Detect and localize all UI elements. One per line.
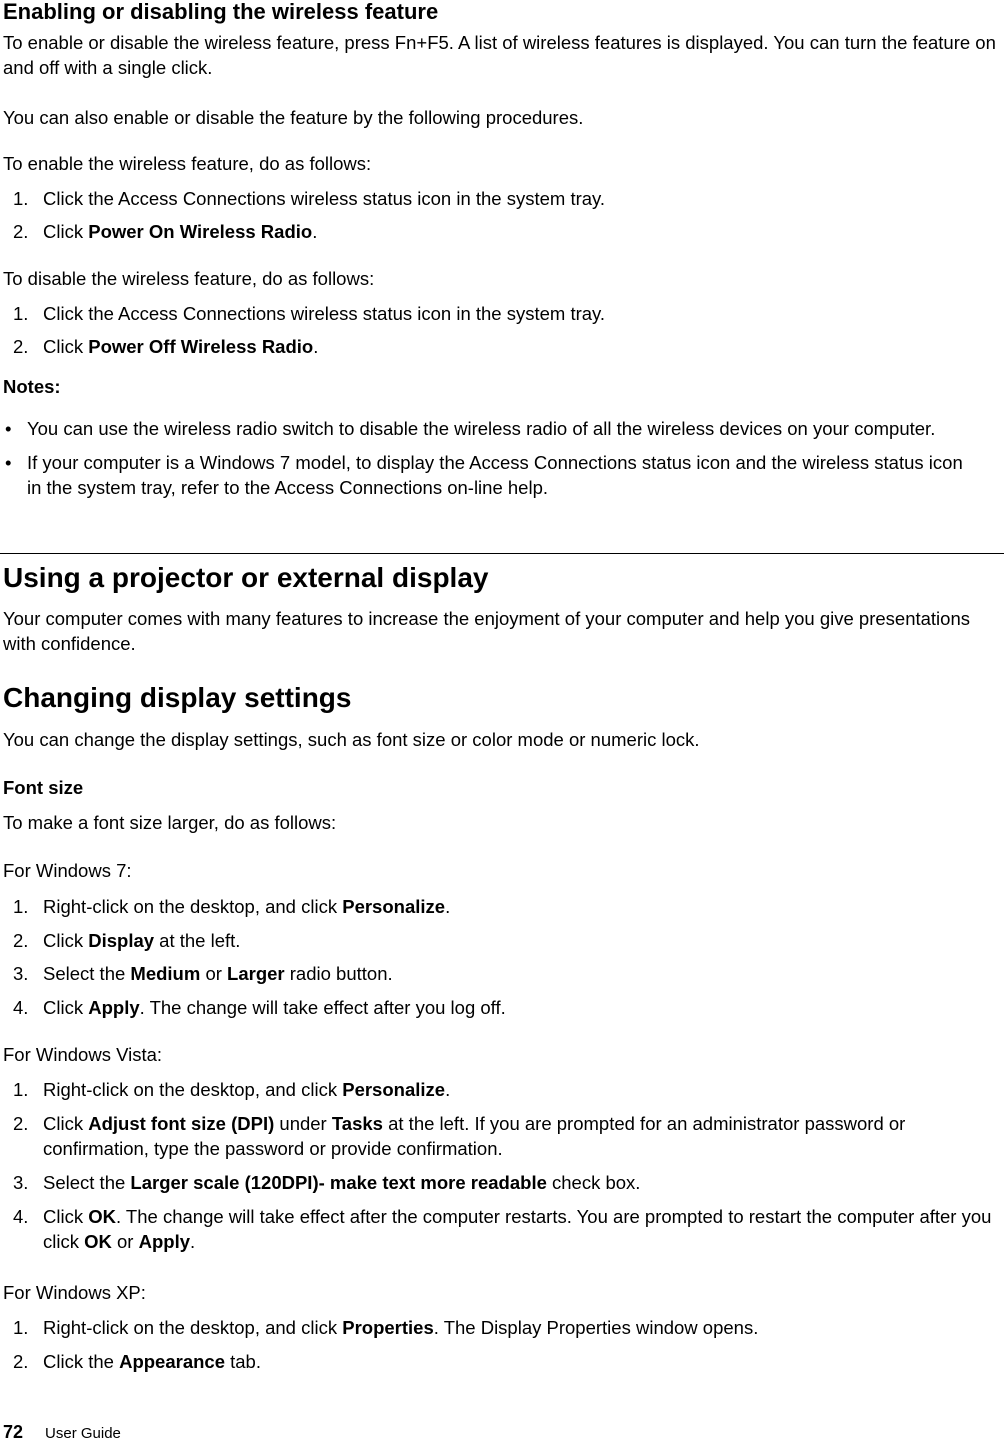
wireless-heading: Enabling or disabling the wireless feature: [3, 0, 439, 24]
wireless-also: You can also enable or disable the feature by the following procedures.: [3, 107, 584, 128]
list-item: • If your computer is a Windows 7 model, to display the Access Connections status icon and the wireless status icon in the system tray, refer to the Access Connections on-line help.: [5, 452, 963, 498]
footer-title: User Guide: [45, 1425, 121, 1442]
enable-steps: [3, 186, 998, 244]
display-heading: Changing display settings: [3, 682, 352, 713]
list-item: 2. Click the Appearance tab.: [13, 1351, 261, 1372]
list-item: 1. Right-click on the desktop, and click Personalize.: [13, 896, 451, 917]
list-item: 2. Click Power Off Wireless Radio.: [13, 336, 319, 357]
disable-steps: [3, 301, 998, 359]
list-item: 3. Select the Larger scale (120DPI)- make text more readable check box.: [13, 1172, 641, 1193]
enable-intro: To enable the wireless feature, do as follows:: [3, 153, 372, 174]
vista-steps: [3, 1077, 998, 1254]
win7-steps: [3, 894, 998, 1020]
xp-label: For Windows XP:: [3, 1282, 146, 1303]
win7-label: For Windows 7:: [3, 860, 132, 881]
section-divider: [0, 553, 1004, 554]
list-item: 1. Right-click on the desktop, and click Properties. The Display Properties window opens.: [13, 1317, 759, 1338]
font-size-heading: Font size: [3, 777, 84, 798]
list-item: • You can use the wireless radio switch to disable the wireless radio of all the wireless devices on your computer.: [5, 418, 936, 439]
wireless-intro: To enable or disable the wireless feature, press Fn+F5. A list of wireless features is displayed. You can turn the feature on and off with a single click.: [3, 32, 996, 78]
list-item: 1. Click the Access Connections wireless status icon in the system tray.: [13, 303, 606, 324]
disable-intro: To disable the wireless feature, do as follows:: [3, 268, 375, 289]
list-item: 3. Select the Medium or Larger radio button.: [13, 963, 393, 984]
projector-intro: Your computer comes with many features to increase the enjoyment of your computer and help you give presentations with confidence.: [3, 608, 970, 654]
list-item: 2. Click Adjust font size (DPI) under Tasks at the left. If you are prompted for an administrator password or confirmation, type the password or provide confirmation.: [13, 1113, 906, 1159]
projector-heading: Using a projector or external display: [3, 562, 489, 593]
notes-list: [3, 416, 973, 500]
list-item: 4. Click Apply. The change will take effect after you log off.: [13, 997, 506, 1018]
list-item: 1. Click the Access Connections wireless status icon in the system tray.: [13, 188, 606, 209]
list-item: 1. Right-click on the desktop, and click Personalize.: [13, 1079, 451, 1100]
list-item: 4. Click OK. The change will take effect after the computer restarts. You are prompted to restart the computer after you click OK or Apply.: [13, 1206, 992, 1252]
xp-steps: [3, 1315, 998, 1374]
page-footer: [3, 1422, 121, 1444]
notes-label: Notes:: [3, 376, 61, 397]
list-item: 2. Click Display at the left.: [13, 930, 241, 951]
page-number: 72: [3, 1422, 24, 1442]
display-intro: You can change the display settings, such as font size or color mode or numeric lock.: [3, 729, 700, 750]
font-size-intro: To make a font size larger, do as follows:: [3, 812, 337, 833]
list-item: 2. Click Power On Wireless Radio.: [13, 221, 318, 242]
vista-label: For Windows Vista:: [3, 1044, 163, 1065]
